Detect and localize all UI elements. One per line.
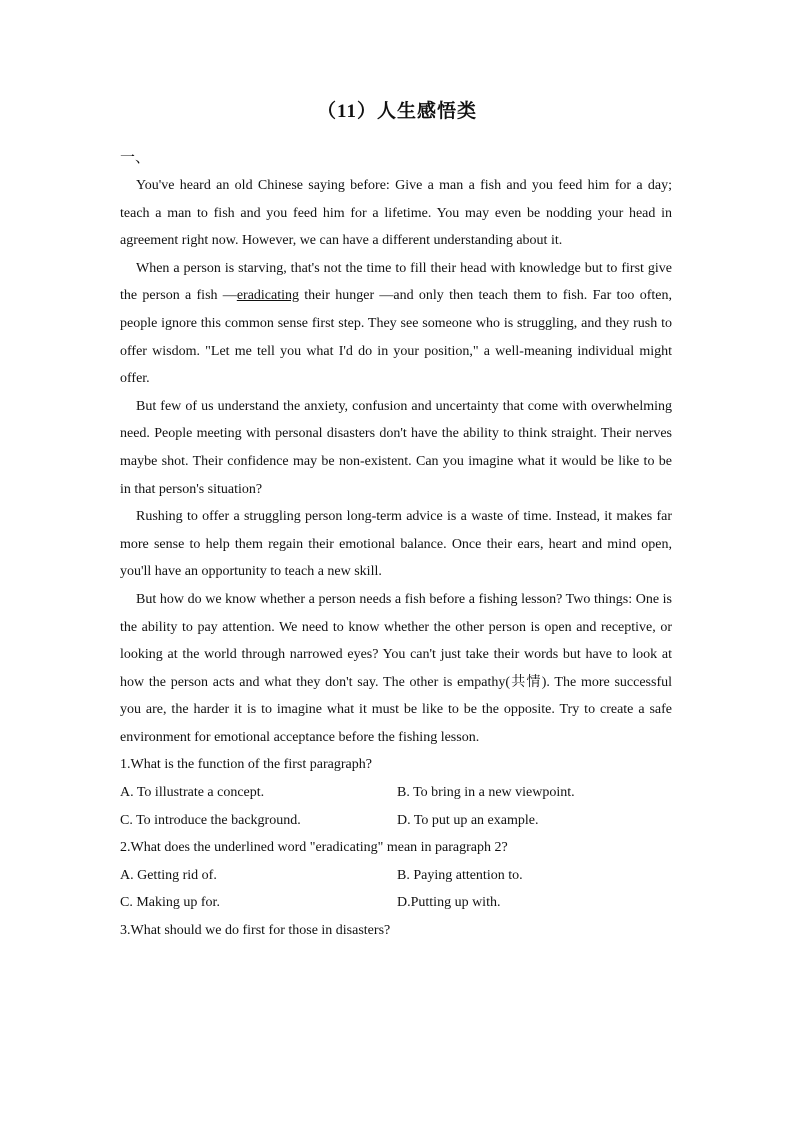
question-2-option-c: C. Making up for. — [120, 895, 220, 911]
question-1-option-a: A. To illustrate a concept. — [120, 785, 265, 801]
paragraph-1: You've heard an old Chinese saying before: Give a man a fish and you feed him for a day; teach a man to fish and you feed him for a lifetime. You may even be nodding your head in agreement right now. However, we can have a different understanding about it. — [120, 178, 672, 249]
question-2-option-d: D.Putting up with. — [397, 895, 501, 911]
question-3-stem: 3.What should we do first for those in disasters? — [120, 923, 391, 939]
underlined-word: eradicating — [236, 288, 299, 304]
question-2-options-row-2 — [120, 889, 672, 917]
paragraph-3: But few of us understand the anxiety, confusion and uncertainty that come with overwhelming need. People meeting with personal disasters don't have the ability to think straight. Their nerves maybe shot. Their confidence may be non-existent. Can you imagine what it would be like to be in that person's situation? — [120, 398, 672, 497]
paragraph-2 — [120, 255, 672, 393]
paragraph-2-after: their hunger —and only then teach them to fish. Far too often, people ignore this common sense first step. They see someone who is struggling, and they rush to offer wisdom. "Let me tell you what I'd do in your position," a well-meaning individual might offer. — [120, 288, 672, 387]
page-title: （11）人生感悟类 — [317, 101, 477, 122]
question-2-option-a: A. Getting rid of. — [120, 867, 217, 883]
question-1-options-row-2 — [120, 807, 672, 835]
question-2-option-b: B. Paying attention to. — [397, 867, 523, 883]
question-1-options-row-1 — [120, 779, 672, 807]
question-1-option-c: C. To introduce the background. — [120, 812, 301, 828]
question-1-stem: 1.What is the function of the first paragraph? — [120, 757, 372, 773]
question-1-option-d: D. To put up an example. — [397, 812, 539, 828]
question-2-stem: 2.What does the underlined word "eradicating" mean in paragraph 2? — [120, 840, 508, 856]
passage-body — [120, 172, 672, 945]
section-label: 一、 — [120, 150, 151, 166]
paragraph-2-before: When a person is starving, that's not the time to fill their head with knowledge but to first give the person a fish — — [120, 260, 672, 304]
paragraph-4: Rushing to offer a struggling person long-term advice is a waste of time. Instead, it makes far more sense to help them regain their emotional balance. Once their ears, heart and mind open, you'll have an opportunity to teach a new skill. — [120, 509, 672, 580]
question-1-option-b: B. To bring in a new viewpoint. — [397, 785, 575, 801]
paragraph-5: But how do we know whether a person needs a fish before a fishing lesson? Two things: One is the ability to pay attention. We need to know whether the other person is open and receptive, or looking at the world through narrowed eyes? You can't just take their words but have to look at how the person acts and what they don't say. The other is empathy(共情). The more successful you are, the harder it is to imagine what it must be like to be the opposite. Try to create a safe environment for emotional acceptance before the fishing lesson. — [120, 591, 672, 745]
question-2-options-row-1 — [120, 862, 672, 890]
